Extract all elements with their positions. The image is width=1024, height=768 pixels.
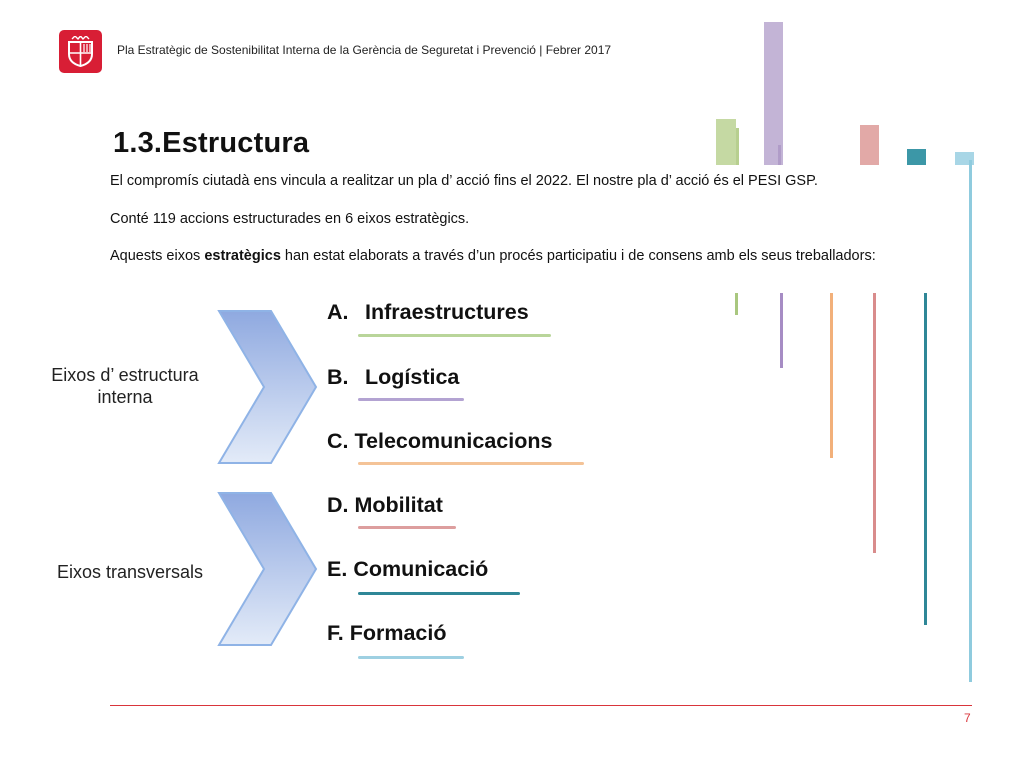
axis-underline-e — [358, 592, 520, 595]
axis-letter: B. — [327, 365, 349, 389]
axis-underline-b — [358, 398, 464, 401]
vline-green — [735, 293, 738, 315]
axis-name: Telecomunicacions — [354, 429, 553, 453]
axis-letter: D. — [327, 493, 349, 517]
axis-underline-d — [358, 526, 456, 529]
deco-bar-purple — [764, 22, 783, 165]
deco-bar-green — [716, 119, 736, 165]
vline-orange — [830, 293, 833, 458]
intro-paragraph: El compromís ciutadà ens vincula a realitzar un pla d’ acció fins el 2022. El nostre pla d’ acció és el PESI GSP. — [110, 173, 818, 189]
page-number: 7 — [964, 711, 971, 725]
axis-item-b — [327, 365, 459, 390]
axis-item-c — [327, 429, 552, 454]
axis-underline-c — [358, 462, 584, 465]
actions-paragraph: Conté 119 accions estructurades en 6 eixos estratègics. — [110, 211, 470, 227]
axis-underline-f — [358, 656, 464, 659]
vline-red — [873, 293, 876, 553]
vline-purple — [780, 293, 783, 368]
header-title: Pla Estratègic de Sostenibilitat Interna de la Gerència de Seguretat i Prevenció | Febrer 2017 — [117, 43, 612, 57]
axis-name: Infraestructures — [365, 300, 529, 324]
axis-name: Comunicació — [353, 557, 489, 581]
deco-bar-blue-thin — [969, 160, 972, 190]
axis-item-d — [327, 493, 443, 518]
deco-bar-red — [860, 125, 879, 165]
process-text-bold: estratègics — [204, 248, 281, 264]
axis-letter: F. — [327, 621, 344, 645]
axis-letter: E. — [327, 557, 348, 581]
page-title: 1.3.Estructura — [113, 127, 310, 159]
vline-teal — [924, 293, 927, 625]
chevron-arrow-icon — [216, 490, 320, 648]
deco-bar-green-thin — [736, 128, 739, 165]
process-text-end: han estat elaborats a través d’un procés participatiu i de consens amb els seus treballadors: — [280, 248, 876, 264]
axis-item-f — [327, 621, 447, 646]
axis-letter: A. — [327, 300, 349, 324]
axis-underline-a — [358, 334, 551, 337]
vline-blue — [969, 190, 972, 682]
deco-bar-teal — [907, 149, 926, 165]
axis-name: Logística — [365, 365, 460, 389]
axis-item-a — [327, 300, 529, 325]
footer-divider — [110, 705, 972, 706]
process-paragraph — [110, 247, 930, 265]
group-label-transversal: Eixos transversals — [56, 562, 204, 582]
barcelona-logo — [59, 30, 102, 73]
axis-item-e — [327, 557, 488, 582]
axis-name: Formació — [349, 621, 447, 645]
axis-letter: C. — [327, 429, 349, 453]
process-text-start: Aquests eixos — [110, 248, 205, 264]
barcelona-city-seal-icon — [67, 36, 94, 67]
deco-bar-purple-thin — [778, 145, 781, 165]
axis-name: Mobilitat — [354, 493, 443, 517]
group-label-internal: Eixos d’ estructura interna — [51, 365, 199, 407]
chevron-arrow-icon — [216, 308, 320, 466]
